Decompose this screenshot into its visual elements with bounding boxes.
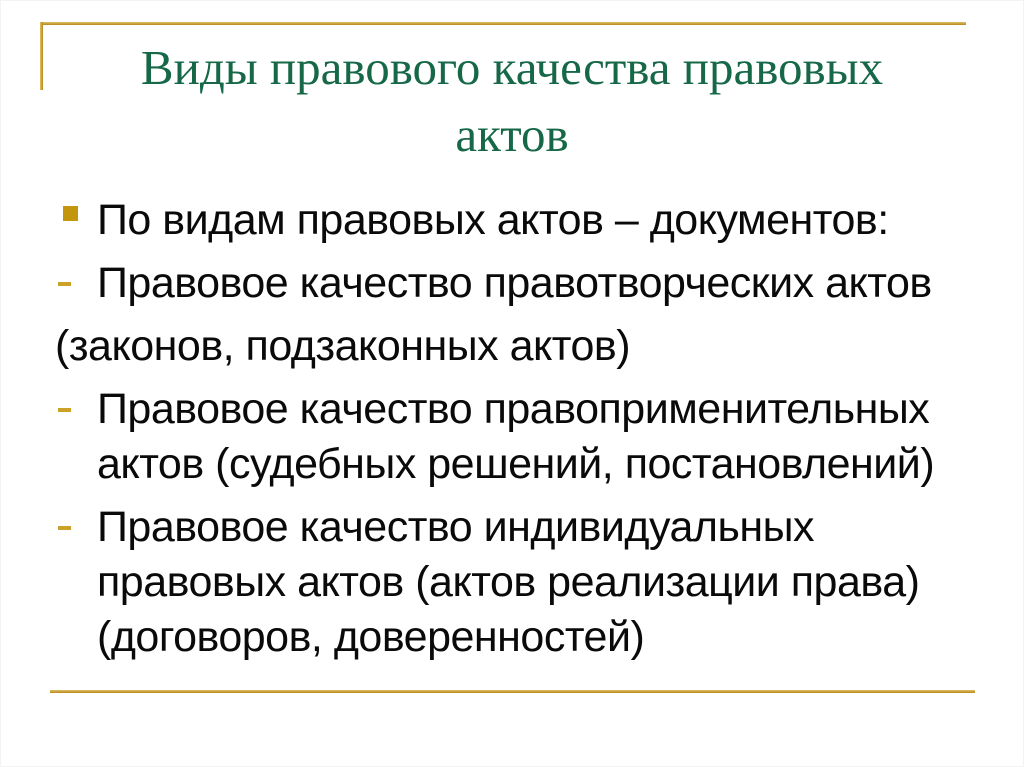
bullet-text: Правовое качество правотворческих актов — [97, 259, 932, 307]
top-border-line — [40, 22, 966, 25]
bullet-text: Правовое качество индивидуальных — [97, 503, 815, 551]
bullet-text: По видам правовых актов – документов: — [97, 196, 889, 244]
dash-bullet-icon — [58, 408, 71, 412]
bullet-text: Правовое качество правоприменительных — [97, 385, 930, 433]
square-bullet-icon — [63, 206, 78, 221]
bullet-text: актов (судебных решений, постановлений) — [97, 440, 935, 488]
bullet-item — [55, 193, 994, 248]
dash-bullet-icon — [58, 282, 71, 286]
bullet-continuation — [55, 319, 994, 374]
slide-title-line-2: актов — [455, 107, 569, 162]
bullet-item — [55, 500, 994, 665]
bullet-item — [55, 382, 994, 492]
slide-body — [55, 193, 994, 673]
slide-title — [40, 34, 984, 168]
bullet-text: (договоров, доверенностей) — [97, 613, 645, 661]
bullet-text: правовых актов (актов реализации права) — [97, 558, 920, 606]
slide-title-line-1: Виды правового качества правовых — [140, 40, 884, 95]
bullet-item — [55, 256, 994, 311]
bullet-text: (законов, подзаконных актов) — [55, 322, 631, 370]
dash-bullet-icon — [58, 526, 71, 530]
bottom-border-line — [50, 690, 975, 693]
